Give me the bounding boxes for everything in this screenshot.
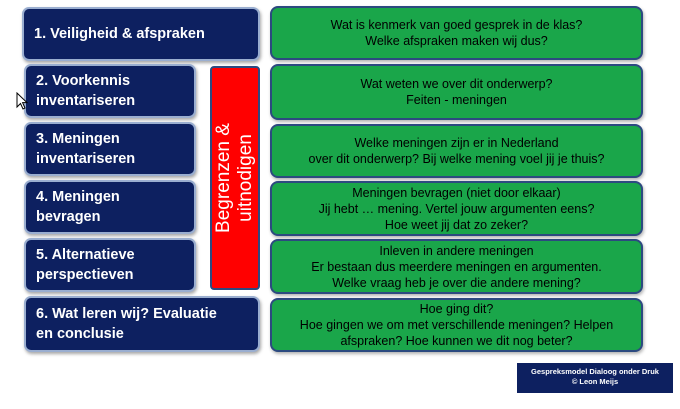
question-box-1: Wat is kenmerk van goed gesprek in de klas? Welke afspraken maken wij dus? bbox=[270, 6, 643, 60]
step-2-prior-knowledge: 2. Voorkennis inventariseren bbox=[24, 64, 196, 118]
step-5-alternative-perspectives: 5. Alternatieve perspectieven bbox=[24, 238, 196, 292]
step-3-inventory-opinions: 3. Meningen inventariseren bbox=[24, 122, 196, 176]
boundaries-invite-bar bbox=[210, 66, 260, 290]
boundaries-invite-label: Begrenzen & uitnodigen bbox=[213, 123, 256, 233]
step-1-safety-agreements: 1. Veiligheid & afspraken bbox=[22, 7, 260, 61]
question-box-2: Wat weten we over dit onderwerp? Feiten - meningen bbox=[270, 64, 643, 120]
question-box-6: Hoe ging dit? Hoe gingen we om met verschillende meningen? Helpen afspraken? Hoe kunnen we dit nog beter? bbox=[270, 298, 643, 352]
question-box-5: Inleven in andere meningen Er bestaan dus meerdere meningen en argumenten. Welke vraag heb je over die andere mening? bbox=[270, 239, 643, 294]
step-6-evaluation-conclusion: 6. Wat leren wij? Evaluatie en conclusie bbox=[24, 296, 260, 352]
question-box-4: Meningen bevragen (niet door elkaar) Jij hebt … mening. Vertel jouw argumenten eens? Hoe weet jij dat zo zeker? bbox=[270, 181, 643, 236]
step-4-question-opinions: 4. Meningen bevragen bbox=[24, 180, 196, 234]
mouse-pointer-icon bbox=[16, 92, 28, 110]
question-box-3: Welke meningen zijn er in Nederland over dit onderwerp? Bij welke mening voel jij je thuis? bbox=[270, 124, 643, 178]
credit-label: Gespreksmodel Dialoog onder Druk © Leon Meijs bbox=[517, 363, 673, 393]
